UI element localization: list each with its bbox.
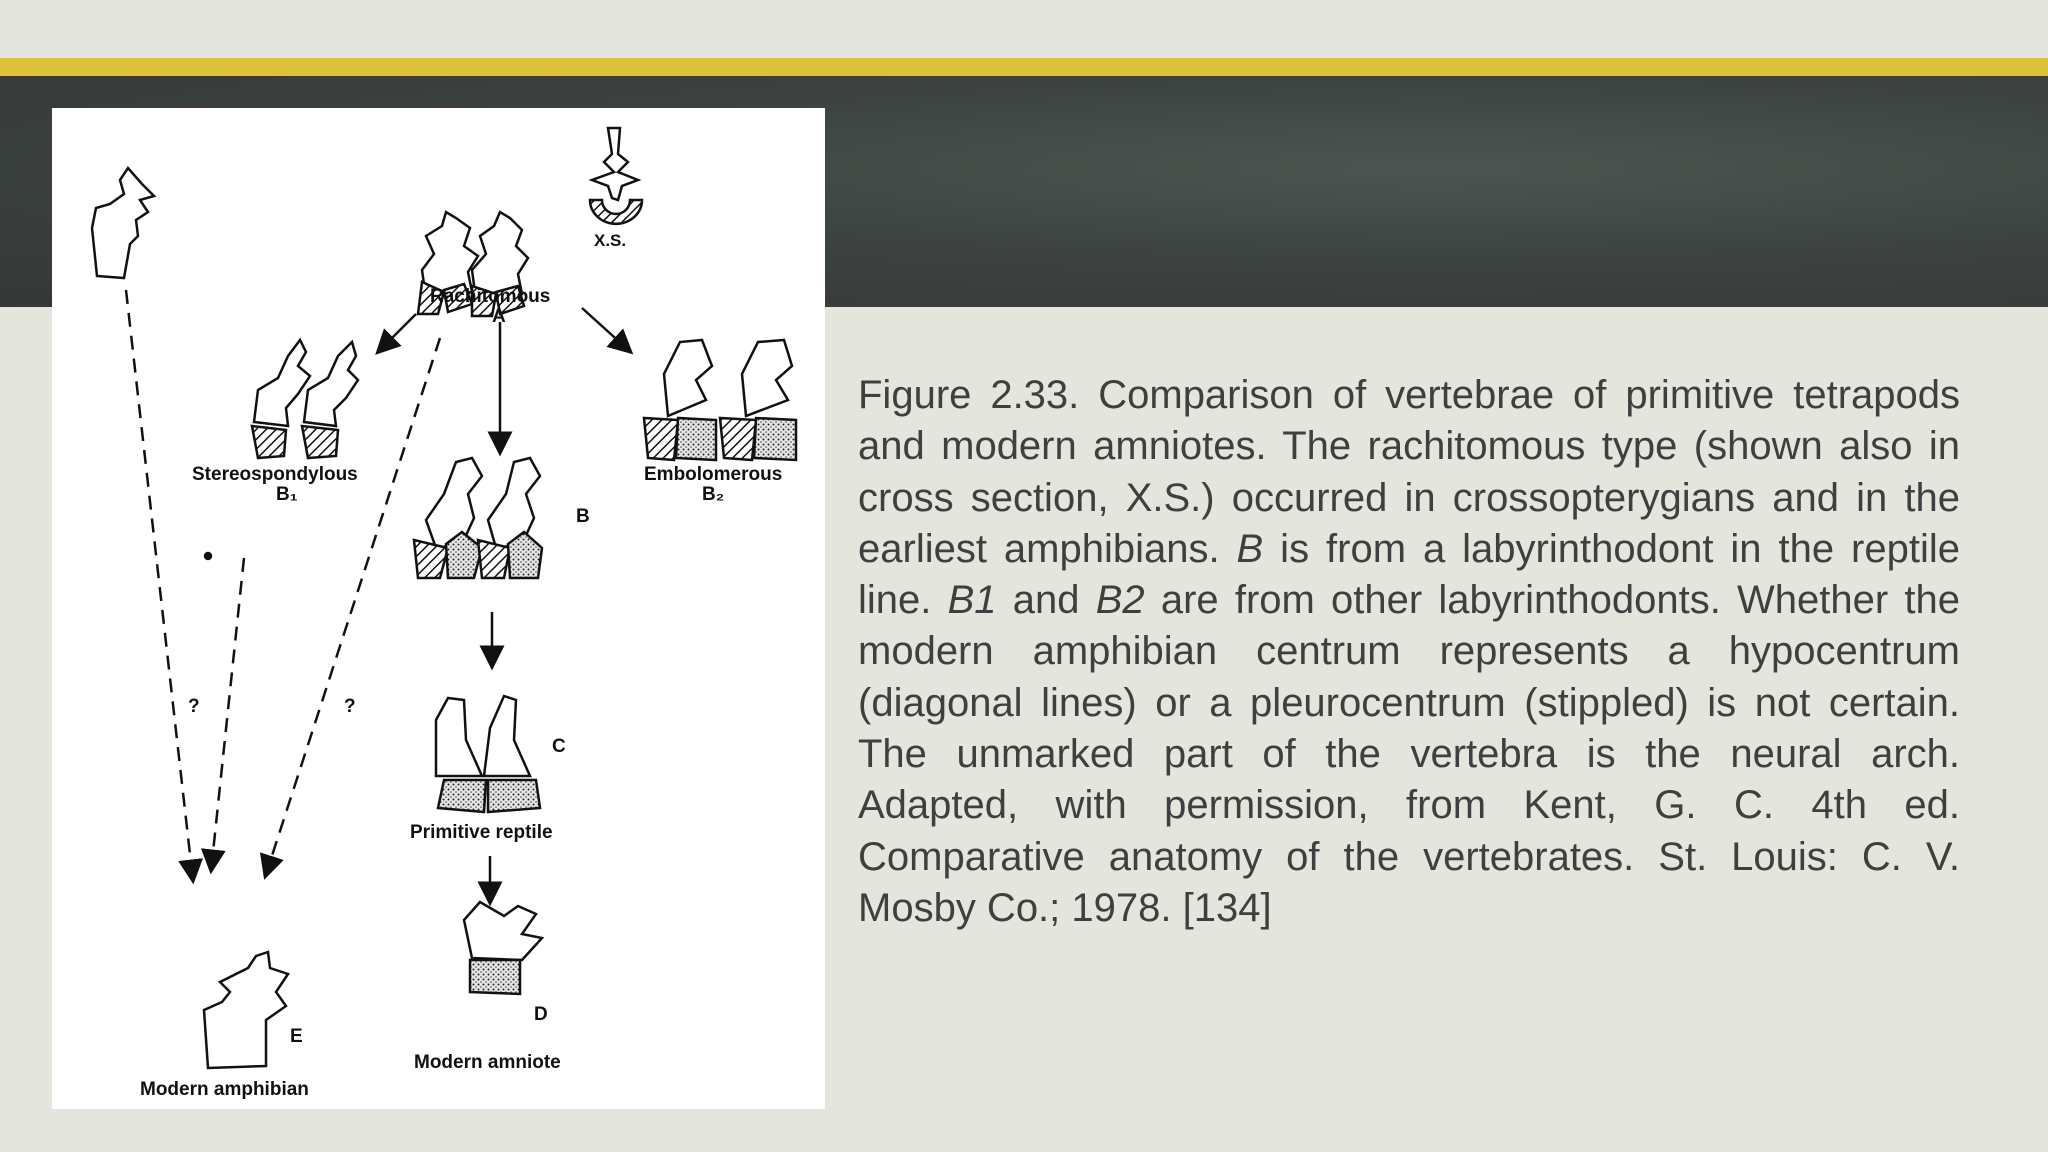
b-vertebra — [414, 458, 542, 578]
label-question-left: ? — [188, 696, 200, 717]
c-vertebra — [436, 696, 540, 812]
label-rachitomous: Rachitomous — [430, 286, 551, 307]
vertebrae-diagram — [52, 108, 825, 1109]
embolomerous-vertebra — [644, 340, 796, 460]
label-c: C — [552, 736, 566, 757]
label-embolomerous-letter: B₂ — [702, 484, 725, 505]
e-vertebra — [204, 952, 288, 1068]
cross-section-vertebra — [590, 128, 642, 224]
top-left-vertebra — [92, 168, 154, 278]
figure-caption — [858, 370, 1960, 934]
label-primitive-reptile: Primitive reptile — [410, 822, 553, 843]
caption-italic-b2: B2 — [1095, 578, 1145, 623]
caption-text: Figure 2.33. Comparison of vertebrae of primitive tetrapods and modern amniotes. The rachitomous type (shown also in cross section, X.S.) occurred in crossopterygians and in the earliest amphibians. — [858, 373, 1960, 571]
caption-text: is from a labyrinthodont in the reptile line. — [858, 526, 1961, 623]
label-b: B — [576, 506, 590, 527]
label-d: D — [534, 1004, 548, 1025]
label-embolomerous: Embolomerous — [644, 464, 783, 485]
caption-italic-b1: B1 — [947, 578, 997, 623]
label-e: E — [290, 1026, 303, 1047]
caption-text: are from other labyrinthodonts. Whether the modern amphibian centrum represents a hypocentrum (diagonal lines) or a pleurocentrum (stippled) is not certain. The unmarked part of the vertebra is the neural arch. Adapted, with permission, from Kent, G. C. 4th ed. Comparative anatomy of the vertebrates. St. Louis: C. V. Mosby Co.; 1978. [134] — [858, 578, 1961, 930]
d-vertebra — [464, 902, 542, 994]
title-accent-bar — [0, 58, 2048, 76]
caption-text: and — [996, 578, 1096, 623]
stereospondylous-vertebra — [252, 340, 358, 458]
label-question-right: ? — [344, 696, 356, 717]
label-cross-section: X.S. — [594, 231, 627, 250]
label-modern-amphibian: Modern amphibian — [140, 1079, 309, 1100]
label-modern-amniote: Modern amniote — [414, 1052, 561, 1073]
label-stereospondylous: Stereospondylous — [192, 464, 358, 485]
vertebrae-figure — [52, 108, 825, 1109]
label-rachitomous-letter: A — [492, 306, 506, 327]
label-stereospondylous-letter: B₁ — [276, 484, 298, 505]
caption-italic-b: B — [1236, 526, 1264, 571]
dot-marker — [205, 553, 211, 559]
